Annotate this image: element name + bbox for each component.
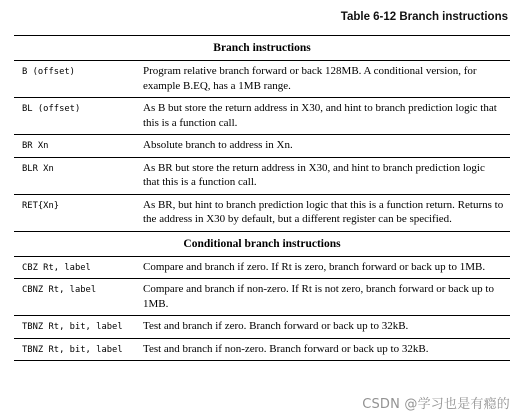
instruction-mnemonic: TBNZ Rt, bit, label — [22, 344, 123, 355]
table-row — [14, 135, 510, 158]
section-heading: Conditional branch instructions — [14, 231, 510, 256]
instruction-mnemonic: CBZ Rt, label — [14, 256, 135, 279]
instruction-mnemonic: TBNZ Rt, bit, label — [14, 316, 135, 339]
table-caption: Table 6-12 Branch instructions — [340, 11, 508, 23]
instruction-description: Test and branch if zero. Branch forward or back up to 32kB. — [135, 316, 510, 339]
section-header-row — [14, 231, 510, 256]
watermark: CSDN @学习也是有瘾的 — [362, 397, 510, 412]
section-heading: Branch instructions — [14, 36, 510, 61]
table-row — [14, 157, 510, 194]
table-row — [14, 194, 510, 231]
instruction-description: As BR, but hint to branch prediction logic that this is a function return. Returns to the address in X30 by default, but a different register can be specified. — [135, 194, 510, 231]
table-row — [14, 316, 510, 339]
instruction-mnemonic: BR Xn — [14, 135, 135, 158]
instruction-mnemonic: BL (offset) — [14, 98, 135, 135]
instruction-description: Test and branch if non-zero. Branch forward or back up to 32kB. — [143, 342, 429, 355]
instruction-mnemonic: CBNZ Rt, label — [14, 279, 135, 316]
branch-instructions-table — [14, 35, 510, 361]
table-row — [14, 256, 510, 279]
instruction-description: Absolute branch to address in Xn. — [135, 135, 510, 158]
instruction-description: Compare and branch if non-zero. If Rt is not zero, branch forward or back up to 1MB. — [135, 279, 510, 316]
instruction-description: Program relative branch forward or back 128MB. A conditional version, for example B.EQ, has a 1MB range. — [135, 61, 510, 98]
table-row — [14, 98, 510, 135]
instruction-mnemonic: B (offset) — [14, 61, 135, 98]
instruction-description: As B but store the return address in X30, and hint to branch prediction logic that this is a function call. — [135, 98, 510, 135]
instruction-description: Compare and branch if zero. If Rt is zero, branch forward or back up to 1MB. — [135, 256, 510, 279]
section-header-row — [14, 36, 510, 61]
table-row — [14, 61, 510, 98]
instruction-mnemonic: BLR Xn — [14, 157, 135, 194]
instruction-mnemonic: RET{Xn} — [14, 194, 135, 231]
table-row — [14, 338, 510, 361]
instruction-description: As BR but store the return address in X30, and hint to branch prediction logic that this is a function call. — [135, 157, 510, 194]
table-row — [14, 279, 510, 316]
